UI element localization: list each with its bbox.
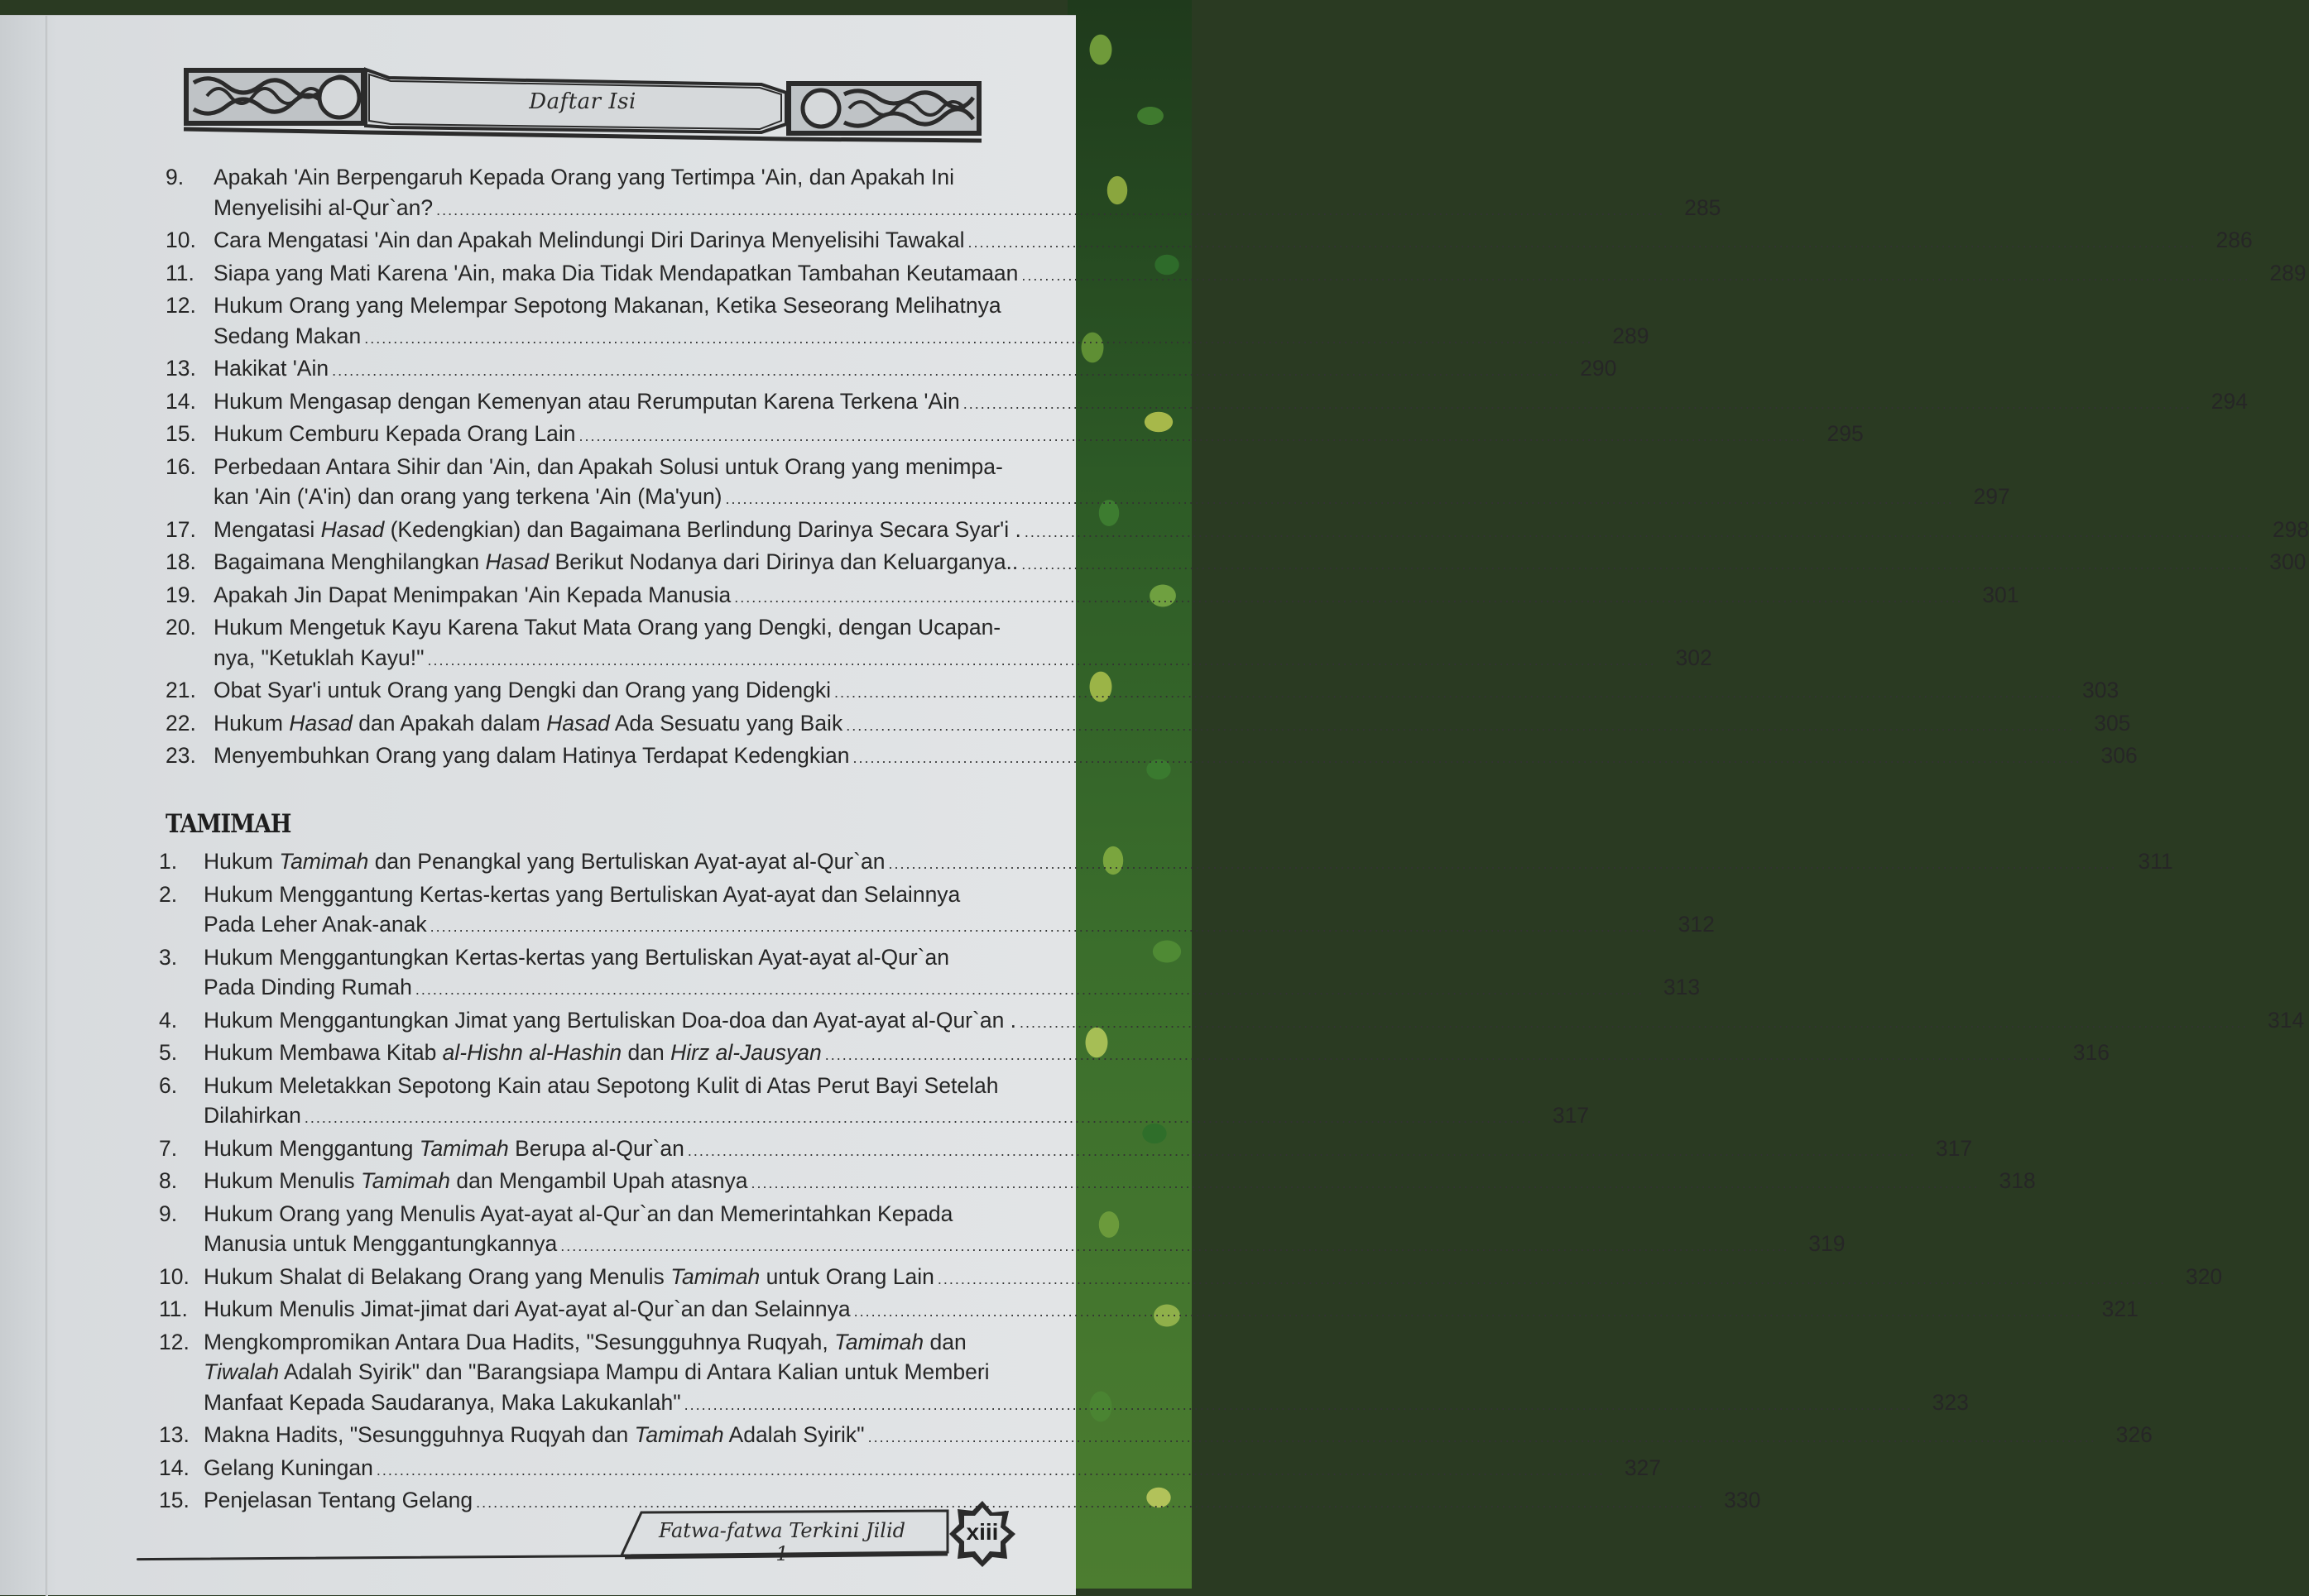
dot-leader: [560, 1231, 1788, 1262]
entry-number: 16.: [166, 453, 196, 479]
entry-title[interactable]: Manfaat Kepada Saudaranya, Maka Lakukanlah": [204, 1389, 681, 1415]
toc-entry[interactable]: [159, 1262, 2223, 1295]
toc-entry[interactable]: [166, 452, 2010, 515]
entry-last-line: [214, 675, 2119, 708]
entry-title[interactable]: Menyelisihi al-Qur`an?: [214, 194, 434, 220]
page-number: xiii: [966, 1519, 999, 1545]
entry-title[interactable]: Hukum Menulis Jimat-jimat dari Ayat-ayat al-Qur`an dan Selainnya: [204, 1296, 851, 1321]
entry-title[interactable]: [214, 547, 1018, 578]
entry-last-line: [214, 740, 2138, 774]
entry-title-line: Hukum Menggantungkan Kertas-kertas yang Bertuliskan Ayat-ayat al-Qur`an: [204, 944, 949, 970]
entry-body: [204, 1327, 1969, 1421]
entry-body: [214, 708, 2130, 741]
section-heading-tamimah: TAMIMAH: [166, 809, 291, 839]
entry-page-number[interactable]: 285: [1684, 194, 1721, 220]
dot-leader: [853, 743, 2081, 774]
entry-last-line: [204, 1294, 2139, 1327]
entry-title[interactable]: Hukum Menggantungkan Jimat yang Bertuliskan Doa-doa dan Ayat-ayat al-Qur`an .: [204, 1007, 1017, 1033]
entry-last-line: [204, 1133, 1972, 1167]
entry-page-number[interactable]: 289: [2269, 260, 2307, 285]
entry-text-part: dan Apakah dalam: [352, 710, 547, 736]
entry-body: [204, 879, 1715, 942]
entry-number: 13.: [166, 356, 196, 381]
entry-page-number[interactable]: 316: [2072, 1040, 2110, 1065]
entry-title[interactable]: Obat Syar'i untuk Orang yang Dengki dan Orang yang Didengki: [214, 678, 832, 702]
entry-body: [204, 1166, 2036, 1199]
toc-entry[interactable]: [166, 740, 2138, 774]
entry-body: [214, 386, 2248, 419]
toc-entry[interactable]: [159, 1199, 1846, 1262]
entry-number: 18.: [166, 549, 196, 574]
entry-body: [214, 580, 2019, 613]
page-title: Daftar Isi: [529, 89, 636, 114]
italic-term: Hasad: [320, 516, 385, 542]
entry-number: 12.: [166, 293, 196, 318]
entry-page-number[interactable]: 311: [2138, 849, 2173, 874]
dot-leader: [364, 324, 1592, 354]
entry-text-part: Hukum Menggantung: [204, 1135, 420, 1161]
toc-entry[interactable]: [159, 1327, 1969, 1421]
entry-body: [204, 1453, 1661, 1486]
toc-entry[interactable]: [166, 580, 2019, 613]
entry-page-number[interactable]: 317: [1552, 1103, 1590, 1128]
entry-last-line: [204, 1388, 1969, 1421]
entry-last-line: [214, 321, 1649, 354]
entry-last-line: [214, 643, 1712, 676]
entry-page-number[interactable]: 323: [1932, 1389, 1969, 1415]
toc-entry[interactable]: [166, 419, 1864, 452]
entry-body: [204, 1294, 2139, 1327]
toc-entry[interactable]: [159, 1005, 2305, 1038]
entry-last-line: [204, 1420, 2153, 1453]
entry-title[interactable]: [214, 708, 842, 739]
entry-page-number[interactable]: 289: [1612, 323, 1649, 348]
dot-leader: [1021, 261, 2249, 291]
entry-text-part: dan Mengambil Upah atasnya: [450, 1168, 748, 1193]
dot-leader: [963, 389, 2191, 419]
entry-title[interactable]: Hakikat 'Ain: [214, 356, 329, 381]
entry-last-line: [204, 1166, 2036, 1199]
entry-page-number[interactable]: 318: [1999, 1168, 2036, 1193]
entry-number: 19.: [166, 582, 196, 607]
entry-title[interactable]: [204, 1038, 822, 1068]
entry-text-part: dan Penangkal yang Bertuliskan Ayat-ayat al-Qur`an: [368, 849, 886, 874]
toc-entry[interactable]: [159, 879, 1715, 942]
book-title: Fatwa-fatwa Terkini Jilid 1: [658, 1519, 906, 1565]
entry-number: 2.: [159, 881, 178, 907]
entry-title[interactable]: Apakah Jin Dapat Menimpakan 'Ain Kepada Manusia: [214, 582, 732, 607]
dot-leader: [1025, 517, 2253, 548]
dot-leader: [726, 484, 1954, 515]
toc-entry[interactable]: [166, 675, 2119, 708]
entry-title[interactable]: Dilahirkan: [204, 1103, 301, 1128]
entry-last-line: [204, 1038, 2110, 1071]
dot-leader: [332, 356, 1560, 386]
dot-leader: [968, 228, 2196, 258]
entry-number: 15.: [159, 1488, 190, 1512]
italic-term: Hasad: [546, 710, 610, 736]
entry-text-part: Hukum: [204, 849, 280, 874]
dot-leader: [688, 1136, 1916, 1167]
toc-entry[interactable]: [159, 846, 2173, 879]
entry-page-number[interactable]: 301: [1982, 582, 2019, 607]
italic-term: Tamimah: [419, 1135, 509, 1161]
entry-text-part: Hukum Menulis: [204, 1168, 361, 1193]
entry-title[interactable]: [204, 1420, 865, 1450]
entry-title[interactable]: [204, 1133, 684, 1164]
entry-number: 23.: [166, 743, 196, 768]
entry-number: 11.: [166, 260, 194, 285]
entry-text-part: Hukum: [214, 710, 290, 736]
toc-entry[interactable]: [159, 1294, 2139, 1327]
italic-term: Tamimah: [670, 1263, 761, 1289]
entry-text-part: Berikut Nodanya dari Dirinya dan Keluarganya..: [549, 549, 1019, 574]
dot-leader: [377, 1455, 1605, 1486]
italic-term: Tamimah: [834, 1329, 924, 1354]
entry-text-part: untuk Orang Lain: [760, 1263, 934, 1289]
entry-last-line: [214, 353, 1616, 386]
entry-number: 20.: [166, 615, 196, 640]
entry-title[interactable]: Hukum Cemburu Kepada Orang Lain: [214, 421, 576, 446]
entry-last-line: [204, 1453, 1661, 1486]
entry-body: [214, 258, 2307, 291]
entry-body: [214, 225, 2253, 258]
entry-last-line: [204, 846, 2173, 879]
toc-entry[interactable]: [159, 1038, 2110, 1071]
entry-text-part: Berupa al-Qur`an: [508, 1135, 684, 1161]
entry-title[interactable]: Hukum Mengasap dengan Kemenyan atau Rerumputan Karena Terkena 'Ain: [214, 388, 960, 414]
entry-last-line: [214, 258, 2307, 291]
toc-entry[interactable]: [166, 708, 2131, 741]
entry-last-line: [214, 386, 2248, 419]
entry-text-part: Hukum Membawa Kitab: [204, 1040, 443, 1065]
italic-term: Hasad: [485, 549, 550, 574]
dot-leader: [846, 711, 2074, 741]
italic-term: Tamimah: [279, 849, 369, 874]
entry-title[interactable]: Pada Dinding Rumah: [204, 975, 412, 999]
entry-body: [204, 846, 2173, 879]
entry-text-part: (Kedengkian) dan Bagaimana Berlindung Darinya Secara Syar'i .: [384, 516, 1021, 542]
entry-title-line: Perbedaan Antara Sihir dan 'Ain, dan Apakah Solusi untuk Orang yang menimpa-: [214, 453, 1003, 479]
toc-entry[interactable]: [166, 612, 1712, 675]
entry-number: 9.: [166, 165, 185, 189]
dot-leader: [938, 1264, 2166, 1295]
italic-term: Tiwalah: [204, 1359, 280, 1384]
entry-title[interactable]: Gelang Kuningan: [204, 1455, 373, 1480]
toc-entry[interactable]: [159, 1133, 1973, 1167]
entry-number: 5.: [159, 1040, 178, 1065]
entry-page-number[interactable]: 302: [1675, 645, 1712, 670]
entry-number: 1.: [159, 849, 178, 874]
entry-title[interactable]: Penjelasan Tentang Gelang: [204, 1488, 473, 1512]
entry-body: [214, 290, 1649, 353]
entry-body: [214, 419, 1864, 452]
entry-text-part: Bagaimana Menghilangkan: [214, 549, 486, 574]
entry-number: 14.: [166, 388, 196, 414]
toc-entry[interactable]: [166, 515, 2309, 548]
entry-body: [204, 942, 1700, 1005]
dot-leader: [888, 849, 2116, 879]
entry-number: 9.: [159, 1201, 178, 1226]
dot-leader: [436, 195, 1664, 226]
dot-leader: [428, 645, 1656, 676]
entry-last-line: [214, 580, 2019, 613]
entry-text-part: Adalah Syirik" dan "Barangsiapa Mampu di Antara Kalian untuk Memberi: [279, 1359, 990, 1384]
dot-leader: [430, 912, 1659, 942]
entry-number: 22.: [166, 710, 196, 736]
entry-body: [214, 612, 1712, 675]
entry-number: 7.: [159, 1135, 178, 1161]
entry-title-line: Hukum Menggantung Kertas-kertas yang Bertuliskan Ayat-ayat dan Selainnya: [204, 881, 961, 907]
entry-text-part: Mengatasi: [214, 516, 321, 542]
dot-leader: [825, 1040, 2053, 1071]
entry-body: [204, 1005, 2304, 1038]
entry-title[interactable]: Sedang Makan: [214, 323, 362, 348]
entry-text-part: dan: [924, 1329, 967, 1354]
entry-last-line: [204, 1100, 1589, 1133]
entry-title[interactable]: kan 'Ain ('A'in) dan orang yang terkena 'Ain (Ma'yun): [214, 484, 722, 509]
toc-section-ain-hasad: [166, 162, 2309, 774]
toc-entry[interactable]: [166, 386, 2248, 419]
entry-page-number[interactable]: 320: [2185, 1263, 2223, 1289]
entry-title[interactable]: Siapa yang Mati Karena 'Ain, maka Dia Tidak Mendapatkan Tambahan Keutamaan: [214, 260, 1019, 285]
entry-body: [204, 1038, 2110, 1071]
italic-term: Hirz al-Jausyan: [670, 1040, 822, 1065]
entry-body: [214, 740, 2138, 774]
entry-title[interactable]: [204, 1166, 747, 1196]
entry-body: [204, 1199, 1845, 1262]
entry-number: 13.: [159, 1422, 190, 1447]
page-number-badge: [948, 1499, 1017, 1569]
entry-page-number[interactable]: 300: [2269, 549, 2307, 574]
dot-leader: [1020, 1008, 2248, 1038]
entry-page-number[interactable]: 319: [1808, 1231, 1846, 1256]
entry-page-number[interactable]: 306: [2100, 743, 2138, 768]
entry-page-number[interactable]: 312: [1678, 912, 1715, 937]
entry-number: 8.: [159, 1168, 178, 1193]
entry-page-number[interactable]: 294: [2211, 388, 2248, 414]
entry-number: 11.: [159, 1296, 188, 1321]
entry-text-part: Makna Hadits, "Sesungguhnya Ruqyah dan: [204, 1422, 635, 1447]
entry-page-number[interactable]: 313: [1663, 975, 1701, 999]
dot-leader: [415, 975, 1644, 1005]
entry-page-number[interactable]: 305: [2094, 710, 2131, 736]
entry-title-line: [204, 1357, 1969, 1388]
entry-text-part: Adalah Syirik": [723, 1422, 865, 1447]
dot-leader: [868, 1422, 2096, 1453]
entry-body: [204, 1133, 1972, 1167]
entry-body: [204, 1262, 2222, 1295]
entry-page-number[interactable]: 303: [2082, 678, 2119, 702]
entry-title[interactable]: Manusia untuk Menggantungkannya: [204, 1231, 558, 1256]
dot-leader: [684, 1390, 1913, 1421]
toc-entry[interactable]: [159, 1166, 2036, 1199]
entry-number: 12.: [159, 1329, 190, 1354]
entry-page-number[interactable]: 321: [2101, 1296, 2139, 1321]
toc-entry[interactable]: [166, 290, 1649, 353]
entry-last-line: [214, 708, 2130, 741]
entry-title-line: Hukum Orang yang Melempar Sepotong Makanan, Ketika Seseorang Melihatnya: [214, 293, 1001, 318]
entry-number: 4.: [159, 1007, 178, 1033]
dot-leader: [751, 1168, 1979, 1199]
entry-title-line: Hukum Meletakkan Sepotong Kain atau Sepotong Kulit di Atas Perut Bayi Setelah: [204, 1072, 999, 1098]
entry-last-line: [214, 515, 2309, 548]
dot-leader: [1021, 549, 2249, 580]
entry-title[interactable]: [214, 515, 1021, 545]
entry-number: 6.: [159, 1072, 178, 1098]
entry-last-line: [204, 909, 1715, 942]
italic-term: al-Hishn al-Hashin: [442, 1040, 622, 1065]
entry-last-line: [214, 193, 1721, 226]
entry-number: 10.: [166, 228, 196, 252]
entry-number: 3.: [159, 944, 178, 970]
entry-number: 14.: [159, 1455, 190, 1480]
entry-title[interactable]: [204, 1262, 934, 1292]
entry-title-line: Hukum Mengetuk Kayu Karena Takut Mata Orang yang Dengki, dengan Ucapan-: [214, 615, 1001, 640]
entry-body: [214, 452, 2010, 515]
entry-title[interactable]: Pada Leher Anak-anak: [204, 912, 427, 937]
italic-term: Tamimah: [634, 1422, 724, 1447]
toc-entry[interactable]: [166, 258, 2307, 291]
entry-body: [204, 1071, 1589, 1133]
entry-body: [214, 162, 1721, 225]
entry-page-number[interactable]: 286: [2215, 228, 2253, 252]
entry-last-line: [204, 1005, 2304, 1038]
entry-number: 15.: [166, 421, 196, 446]
entry-page-number[interactable]: 317: [1935, 1135, 1973, 1161]
entry-page-number[interactable]: 326: [2115, 1422, 2153, 1447]
entry-page-number[interactable]: 297: [1973, 484, 2010, 509]
entry-last-line: [214, 547, 2307, 580]
dot-leader: [579, 421, 1807, 452]
entry-number: 10.: [159, 1263, 190, 1289]
toc-entry[interactable]: [166, 353, 1617, 386]
entry-page-number[interactable]: 314: [2268, 1007, 2305, 1033]
entry-body: [214, 515, 2309, 548]
entry-number: 17.: [166, 516, 196, 542]
footer-banner: [617, 1507, 948, 1565]
entry-page-number[interactable]: 298: [2272, 516, 2309, 542]
page-fold: [46, 16, 48, 1596]
toc-entry[interactable]: [166, 547, 2307, 580]
entry-page-number[interactable]: 295: [1827, 421, 1864, 446]
toc-entry[interactable]: [159, 1420, 2153, 1453]
toc-entry[interactable]: [166, 162, 1721, 225]
entry-page-number[interactable]: 330: [1724, 1488, 1761, 1512]
toc-entry[interactable]: [159, 1071, 1590, 1133]
entry-body: [214, 675, 2119, 708]
page-header-ornament: [182, 66, 983, 146]
toc-entry[interactable]: [159, 1453, 1662, 1486]
toc-entry[interactable]: [166, 225, 2253, 258]
entry-last-line: [204, 1262, 2222, 1295]
entry-body: [214, 547, 2307, 580]
entry-title-line: Apakah 'Ain Berpengaruh Kepada Orang yang Tertimpa 'Ain, dan Apakah Ini: [214, 165, 955, 189]
dot-leader: [305, 1103, 1533, 1133]
entry-title[interactable]: Menyembuhkan Orang yang dalam Hatinya Terdapat Kedengkian: [214, 743, 850, 768]
entry-page-number[interactable]: 290: [1580, 356, 1617, 381]
dot-leader: [854, 1296, 2082, 1327]
entry-last-line: [214, 419, 1864, 452]
entry-body: [204, 1420, 2153, 1453]
entry-page-number[interactable]: 327: [1624, 1455, 1662, 1480]
entry-last-line: [204, 972, 1700, 1005]
entry-number: 21.: [166, 678, 196, 702]
entry-title-line: [204, 1327, 1969, 1358]
entry-text-part: dan: [622, 1040, 671, 1065]
dot-leader: [734, 582, 1962, 613]
entry-title[interactable]: Cara Mengatasi 'Ain dan Apakah Melindungi Diri Darinya Menyelisihi Tawakal: [214, 228, 965, 252]
table-of-contents: [159, 162, 2309, 1518]
italic-term: Hasad: [289, 710, 353, 736]
entry-title[interactable]: [204, 846, 885, 877]
toc-section-tamimah: [159, 846, 2305, 1518]
entry-last-line: [204, 1229, 1845, 1262]
entry-body: [214, 353, 1616, 386]
italic-term: Tamimah: [360, 1168, 450, 1193]
dot-leader: [834, 678, 2062, 708]
toc-entry[interactable]: [159, 942, 1701, 1005]
entry-text-part: Ada Sesuatu yang Baik: [609, 710, 843, 736]
entry-last-line: [214, 482, 2010, 515]
entry-text-part: Mengkompromikan Antara Dua Hadits, "Sesungguhnya Ruqyah,: [204, 1329, 835, 1354]
entry-title[interactable]: nya, "Ketuklah Kayu!": [214, 645, 425, 670]
entry-last-line: [214, 225, 2253, 258]
entry-title-line: Hukum Orang yang Menulis Ayat-ayat al-Qur`an dan Memerintahkan Kepada: [204, 1201, 953, 1226]
entry-text-part: Hukum Shalat di Belakang Orang yang Menulis: [204, 1263, 671, 1289]
